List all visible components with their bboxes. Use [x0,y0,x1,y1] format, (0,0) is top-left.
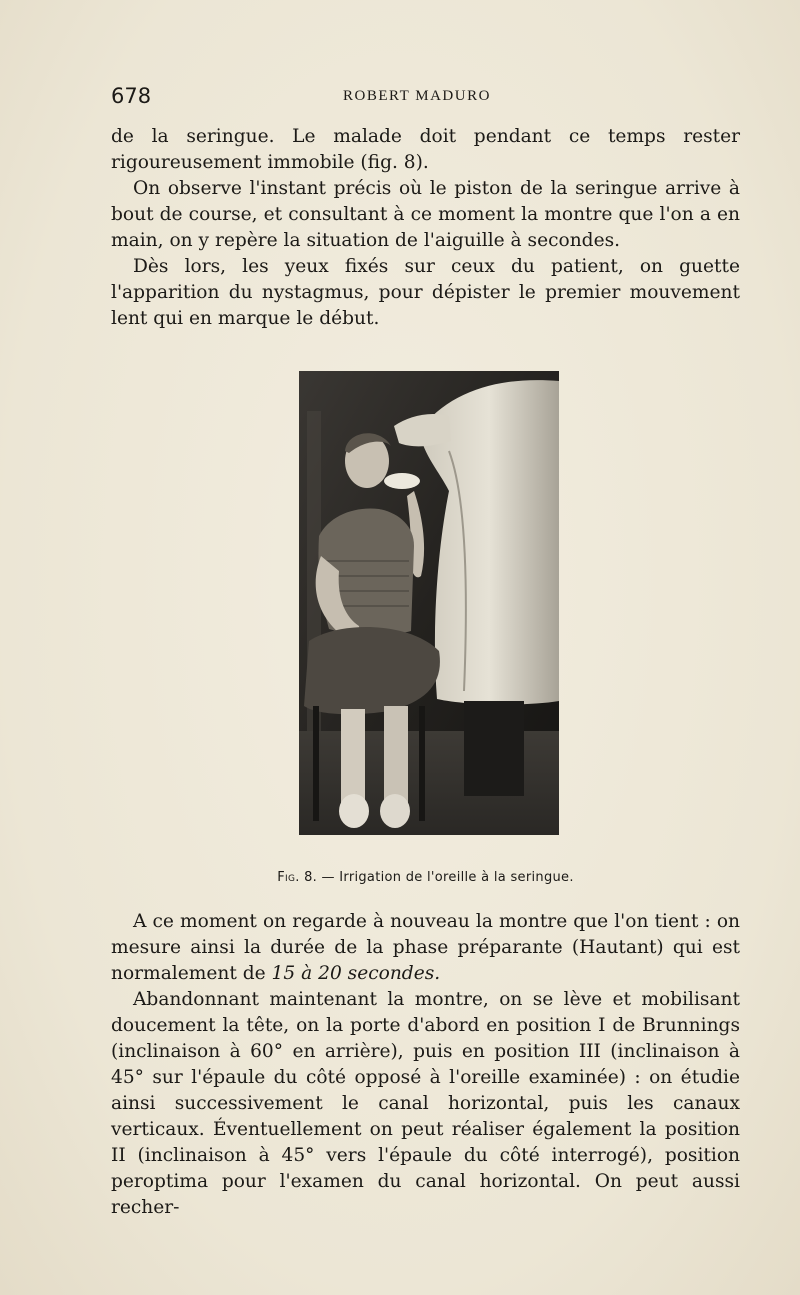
figure-photograph [299,371,559,835]
page-header [111,84,740,110]
paragraph-head-positions: Abandonnant maintenant la montre, on se lève et mobilisant doucement la tête, on la porte d'abord en position I de Brunnings (inclinaison à 60° en arrière), puis en position III (inclinaison à 45° sur l'épaule du côté opposé à l'oreille examinée) : on étudie ainsi successivement le canal horizontal, puis les canaux verticaux. Éventuellement on peut réaliser également la position II (inclinaison à 45° vers l'épaule du côté interrogé), position peroptima pour l'examen du canal horizontal. On peut aussi recher- [111,989,740,1218]
paragraph-preparatory-phase [111,909,740,987]
running-head: ROBERT MADURO [343,88,491,104]
page-number: 678 [111,84,152,108]
preparatory-phase-text: A ce moment on regarde à nouveau la montre que l'on tient : on mesure ainsi la durée de la phase préparante (Hautant) qui est normalement de [111,911,740,984]
figure-label: Fig. 8. [277,870,318,885]
paragraph-continuation: de la seringue. Le malade doit pendant ce temps rester rigoureusement immobile (fig. 8). [111,126,740,173]
figure-caption [111,870,740,885]
irrigation-photo-illustration [299,371,559,835]
figure-caption-text: — Irrigation de l'oreille à la seringue. [321,870,574,885]
bottom-text-block [111,909,740,1221]
paragraph-observation: On observe l'instant précis où le piston de la seringue arrive à bout de course, et consultant à ce moment la montre que l'on a en main, on y repère la situation de l'aiguille à secondes. [111,178,740,251]
preparatory-phase-duration: 15 à 20 secondes. [271,963,441,984]
top-text-block [111,124,740,332]
paragraph-nystagmus: Dès lors, les yeux fixés sur ceux du patient, on guette l'apparition du nystagmus, pour dépister le premier mouvement lent qui en marque le début. [111,256,740,329]
